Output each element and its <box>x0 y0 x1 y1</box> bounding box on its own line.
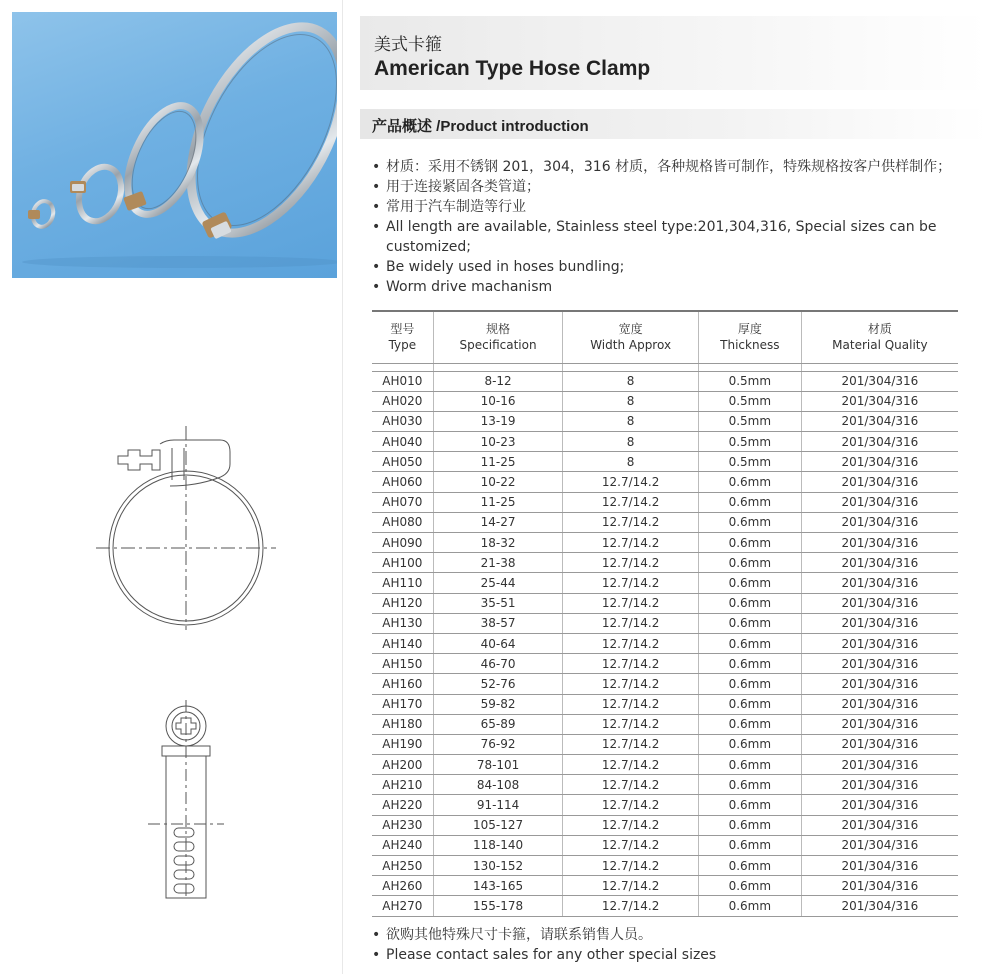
table-cell: 12.7/14.2 <box>563 593 698 613</box>
table-cell: 35-51 <box>433 593 563 613</box>
section-banner <box>360 109 988 139</box>
table-cell: 8 <box>563 452 698 472</box>
table-cell: 130-152 <box>433 856 563 876</box>
table-cell: AH170 <box>372 694 433 714</box>
table-row <box>372 775 958 795</box>
side-view-drawing <box>148 700 224 900</box>
table-cell: 105-127 <box>433 815 563 835</box>
table-cell: 201/304/316 <box>801 512 958 532</box>
table-cell: 12.7/14.2 <box>563 573 698 593</box>
table-cell: 0.6mm <box>698 795 801 815</box>
table-cell: 0.5mm <box>698 452 801 472</box>
table-cell: 201/304/316 <box>801 371 958 391</box>
column-header-type: 型号 Type <box>372 311 433 363</box>
table-cell: 201/304/316 <box>801 452 958 472</box>
table-cell: 201/304/316 <box>801 432 958 452</box>
table-row <box>372 896 958 916</box>
table-cell: 8-12 <box>433 371 563 391</box>
table-cell: AH120 <box>372 593 433 613</box>
table-cell: 40-64 <box>433 633 563 653</box>
table-cell: 12.7/14.2 <box>563 815 698 835</box>
left-column <box>0 0 342 974</box>
table-cell: 201/304/316 <box>801 492 958 512</box>
table-cell: 12.7/14.2 <box>563 896 698 916</box>
product-description-list <box>372 157 972 297</box>
table-cell: 12.7/14.2 <box>563 654 698 674</box>
table-row <box>372 694 958 714</box>
table-cell: 84-108 <box>433 775 563 795</box>
list-item: • 欲购其他特殊尺寸卡箍，请联系销售人员。 <box>372 925 972 945</box>
table-cell: AH110 <box>372 573 433 593</box>
table-cell: 12.7/14.2 <box>563 795 698 815</box>
table-cell: AH030 <box>372 411 433 431</box>
table-row <box>372 755 958 775</box>
table-row <box>372 593 958 613</box>
table-cell: AH190 <box>372 734 433 754</box>
table-row <box>372 573 958 593</box>
table-row <box>372 411 958 431</box>
table-cell: 201/304/316 <box>801 674 958 694</box>
column-header-material: 材质 Material Quality <box>801 311 958 363</box>
table-cell: 12.7/14.2 <box>563 512 698 532</box>
table-cell: 0.6mm <box>698 472 801 492</box>
table-cell: 10-23 <box>433 432 563 452</box>
table-cell: AH060 <box>372 472 433 492</box>
table-row <box>372 795 958 815</box>
table-cell: AH020 <box>372 391 433 411</box>
table-cell: 46-70 <box>433 654 563 674</box>
table-cell: 0.6mm <box>698 694 801 714</box>
table-row <box>372 391 958 411</box>
table-cell: 12.7/14.2 <box>563 633 698 653</box>
table-cell: 11-25 <box>433 452 563 472</box>
table-cell: AH070 <box>372 492 433 512</box>
table-cell: AH100 <box>372 553 433 573</box>
table-cell: 8 <box>563 371 698 391</box>
table-cell: 201/304/316 <box>801 633 958 653</box>
table-cell: AH050 <box>372 452 433 472</box>
table-cell: 0.6mm <box>698 492 801 512</box>
table-cell: AH200 <box>372 755 433 775</box>
table-cell: 12.7/14.2 <box>563 734 698 754</box>
list-item: • All length are available, Stainless steel type:201,304,316, Special sizes can be customized; <box>372 217 972 257</box>
table-row <box>372 472 958 492</box>
list-item: • 用于连接紧固各类管道； <box>372 177 972 197</box>
table-row <box>372 492 958 512</box>
table-row <box>372 533 958 553</box>
table-cell: 0.5mm <box>698 432 801 452</box>
table-cell: 0.6mm <box>698 815 801 835</box>
table-cell: 201/304/316 <box>801 795 958 815</box>
column-header-thickness: 厚度 Thickness <box>698 311 801 363</box>
table-cell: 18-32 <box>433 533 563 553</box>
table-row <box>372 714 958 734</box>
table-row <box>372 432 958 452</box>
table-cell: 12.7/14.2 <box>563 613 698 633</box>
table-cell: 0.6mm <box>698 755 801 775</box>
table-cell: AH040 <box>372 432 433 452</box>
table-row <box>372 654 958 674</box>
table-cell: 76-92 <box>433 734 563 754</box>
table-row <box>372 835 958 855</box>
table-cell: 0.6mm <box>698 856 801 876</box>
table-cell: 0.6mm <box>698 835 801 855</box>
table-cell: 10-22 <box>433 472 563 492</box>
table-cell: 12.7/14.2 <box>563 674 698 694</box>
table-cell: 12.7/14.2 <box>563 835 698 855</box>
column-header-specification: 规格 Specification <box>433 311 563 363</box>
table-cell: 0.5mm <box>698 391 801 411</box>
table-cell: 59-82 <box>433 694 563 714</box>
table-cell: 78-101 <box>433 755 563 775</box>
specification-table <box>372 310 958 917</box>
table-cell: 201/304/316 <box>801 876 958 896</box>
table-cell: AH250 <box>372 856 433 876</box>
table-cell: AH230 <box>372 815 433 835</box>
table-cell: 0.5mm <box>698 371 801 391</box>
section-title: 产品概述 /Product introduction <box>372 118 589 135</box>
front-view-drawing <box>96 420 276 630</box>
table-cell: 8 <box>563 432 698 452</box>
table-cell: 14-27 <box>433 512 563 532</box>
table-cell: 25-44 <box>433 573 563 593</box>
table-cell: 12.7/14.2 <box>563 492 698 512</box>
table-cell: AH130 <box>372 613 433 633</box>
table-cell: AH150 <box>372 654 433 674</box>
table-cell: 91-114 <box>433 795 563 815</box>
table-cell: AH240 <box>372 835 433 855</box>
page-title: American Type Hose Clamp <box>374 57 651 80</box>
table-cell: 201/304/316 <box>801 613 958 633</box>
table-cell: 201/304/316 <box>801 734 958 754</box>
table-cell: 12.7/14.2 <box>563 856 698 876</box>
table-row <box>372 815 958 835</box>
table-cell: 0.6mm <box>698 633 801 653</box>
table-cell: 52-76 <box>433 674 563 694</box>
table-cell: 12.7/14.2 <box>563 876 698 896</box>
table-cell: 201/304/316 <box>801 714 958 734</box>
table-cell: AH080 <box>372 512 433 532</box>
table-row <box>372 674 958 694</box>
table-cell: 0.6mm <box>698 533 801 553</box>
table-cell: AH090 <box>372 533 433 553</box>
table-cell: 65-89 <box>433 714 563 734</box>
table-cell: 201/304/316 <box>801 573 958 593</box>
table-row <box>372 633 958 653</box>
list-item: • Worm drive machanism <box>372 277 972 297</box>
table-cell: 201/304/316 <box>801 593 958 613</box>
product-photo <box>12 12 337 278</box>
table-cell: 201/304/316 <box>801 694 958 714</box>
title-banner <box>360 16 988 90</box>
table-cell: 201/304/316 <box>801 654 958 674</box>
table-spacer-row <box>372 363 958 371</box>
table-row <box>372 452 958 472</box>
table-cell: 0.6mm <box>698 553 801 573</box>
table-cell: 11-25 <box>433 492 563 512</box>
table-cell: 201/304/316 <box>801 472 958 492</box>
table-cell: 118-140 <box>433 835 563 855</box>
table-cell: 201/304/316 <box>801 411 958 431</box>
table-cell: AH220 <box>372 795 433 815</box>
table-cell: 0.6mm <box>698 775 801 795</box>
table-cell: 0.5mm <box>698 411 801 431</box>
table-row <box>372 553 958 573</box>
table-cell: 8 <box>563 411 698 431</box>
table-row <box>372 371 958 391</box>
table-row <box>372 876 958 896</box>
table-cell: 155-178 <box>433 896 563 916</box>
table-cell: AH180 <box>372 714 433 734</box>
table-row <box>372 856 958 876</box>
table-cell: 201/304/316 <box>801 533 958 553</box>
table-cell: AH010 <box>372 371 433 391</box>
table-cell: AH260 <box>372 876 433 896</box>
table-cell: 0.6mm <box>698 512 801 532</box>
table-cell: 12.7/14.2 <box>563 694 698 714</box>
table-cell: 21-38 <box>433 553 563 573</box>
table-cell: 12.7/14.2 <box>563 714 698 734</box>
table-cell: 10-16 <box>433 391 563 411</box>
list-item: • 材质：采用不锈钢 201，304，316 材质，各种规格皆可制作，特殊规格按客户供样制作； <box>372 157 972 177</box>
table-cell: AH160 <box>372 674 433 694</box>
table-row <box>372 613 958 633</box>
list-item: • 常用于汽车制造等行业 <box>372 197 972 217</box>
table-cell: 201/304/316 <box>801 391 958 411</box>
notes-list <box>372 925 972 965</box>
table-cell: 0.6mm <box>698 876 801 896</box>
table-cell: 12.7/14.2 <box>563 553 698 573</box>
table-cell: 143-165 <box>433 876 563 896</box>
table-cell: 0.6mm <box>698 734 801 754</box>
column-header-width: 宽度 Width Approx <box>563 311 698 363</box>
table-cell: 0.6mm <box>698 674 801 694</box>
table-row <box>372 512 958 532</box>
table-cell: AH210 <box>372 775 433 795</box>
table-cell: 0.6mm <box>698 573 801 593</box>
table-cell: 12.7/14.2 <box>563 472 698 492</box>
table-cell: 0.6mm <box>698 896 801 916</box>
column-divider <box>342 0 343 974</box>
table-cell: 12.7/14.2 <box>563 755 698 775</box>
hose-clamps-illustration <box>12 12 337 278</box>
table-cell: 8 <box>563 391 698 411</box>
table-cell: 38-57 <box>433 613 563 633</box>
table-cell: AH140 <box>372 633 433 653</box>
table-header-row <box>372 311 958 363</box>
table-cell: 201/304/316 <box>801 755 958 775</box>
list-item: • Be widely used in hoses bundling; <box>372 257 972 277</box>
table-cell: 201/304/316 <box>801 775 958 795</box>
table-row <box>372 734 958 754</box>
table-cell: 12.7/14.2 <box>563 775 698 795</box>
table-cell: 13-19 <box>433 411 563 431</box>
table-cell: 0.6mm <box>698 613 801 633</box>
table-cell: 0.6mm <box>698 593 801 613</box>
table-cell: 201/304/316 <box>801 896 958 916</box>
table-cell: 0.6mm <box>698 714 801 734</box>
table-cell: 12.7/14.2 <box>563 533 698 553</box>
table-cell: 201/304/316 <box>801 856 958 876</box>
page-title-chinese: 美式卡箍 <box>374 35 442 55</box>
table-cell: 201/304/316 <box>801 815 958 835</box>
table-cell: 201/304/316 <box>801 553 958 573</box>
list-item: • Please contact sales for any other special sizes <box>372 945 972 965</box>
table-cell: 201/304/316 <box>801 835 958 855</box>
table-cell: 0.6mm <box>698 654 801 674</box>
table-cell: AH270 <box>372 896 433 916</box>
